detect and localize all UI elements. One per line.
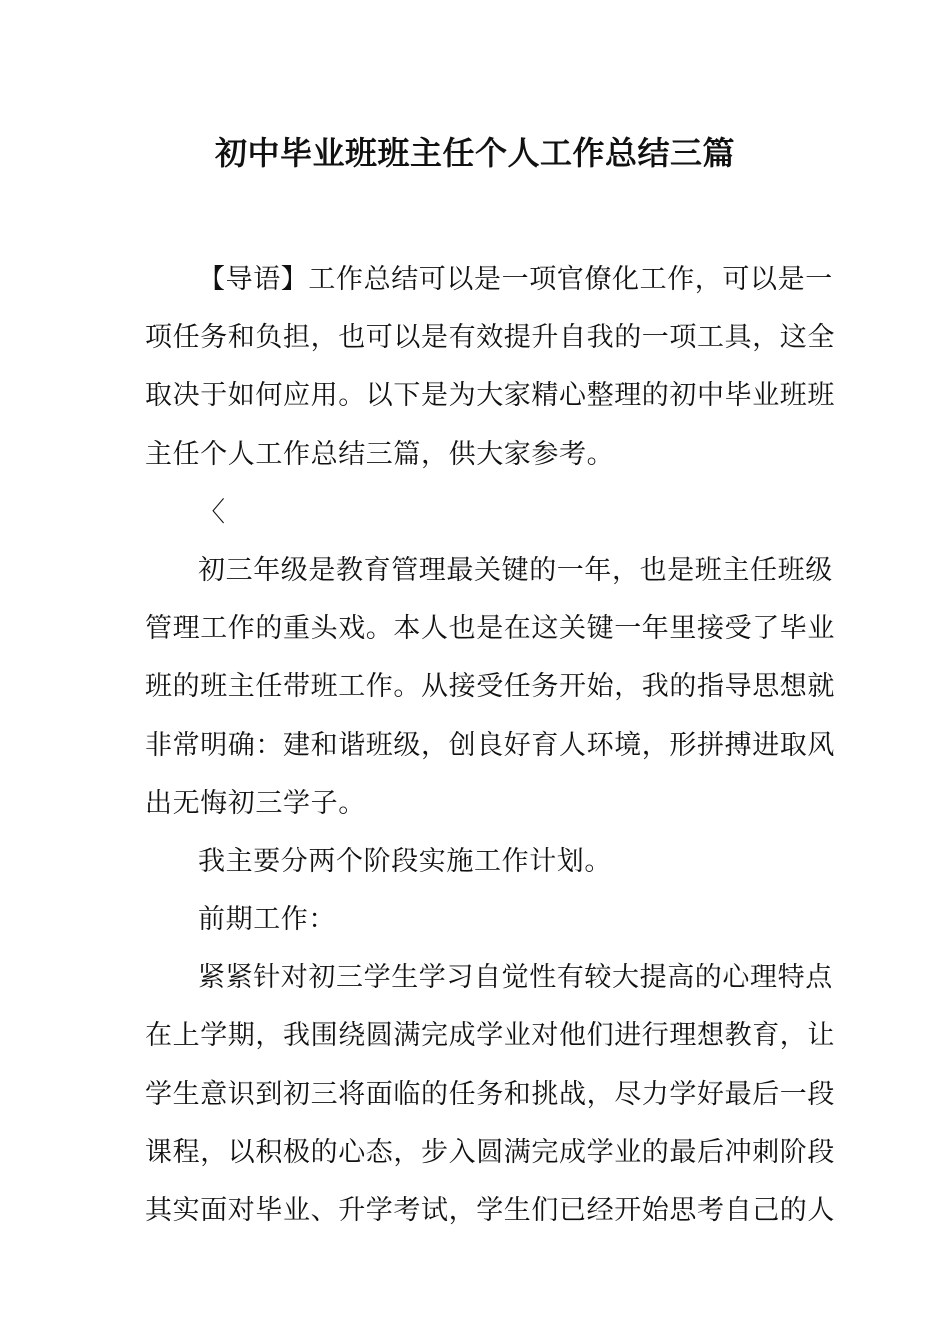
- body-line: 【导语】工作总结可以是一项官僚化工作，可以是一: [198, 264, 833, 295]
- document-title: 初中毕业班班主任个人工作总结三篇: [214, 134, 735, 172]
- body-line: 非常明确：建和谐班级，创良好育人环境，形拼搏进取风: [145, 729, 835, 761]
- body-line: 紧紧针对初三学生学习自觉性有较大提高的心理特点: [198, 962, 833, 994]
- body-line: 管理工作的重头戏。本人也是在这关键一年里接受了毕业: [145, 613, 835, 645]
- body-line: 在上学期，我围绕圆满完成学业对他们进行理想教育，让: [145, 1020, 835, 1052]
- document-body: [145, 251, 835, 1240]
- body-line: 前期工作：: [198, 904, 336, 936]
- body-line: 项任务和负担，也可以是有效提升自我的一项工具，这全: [145, 322, 835, 354]
- body-line: 取决于如何应用。以下是为大家精心整理的初中毕业班班: [145, 380, 835, 412]
- body-line: 〈: [198, 496, 226, 528]
- body-line: 其实面对毕业、升学考试，学生们已经开始思考自己的人: [145, 1195, 835, 1226]
- body-line: 班的班主任带班工作。从接受任务开始，我的指导思想就: [145, 671, 835, 703]
- body-line: 出无悔初三学子。: [145, 787, 366, 819]
- body-line: 学生意识到初三将面临的任务和挑战，尽力学好最后一段: [145, 1078, 835, 1110]
- body-line: 课程，以积极的心态，步入圆满完成学业的最后冲刺阶段: [145, 1136, 835, 1168]
- body-line: 初三年级是教育管理最关键的一年，也是班主任班级: [198, 554, 833, 586]
- body-line: 主任个人工作总结三篇，供大家参考。: [145, 438, 615, 470]
- body-line: 我主要分两个阶段实施工作计划。: [198, 845, 612, 877]
